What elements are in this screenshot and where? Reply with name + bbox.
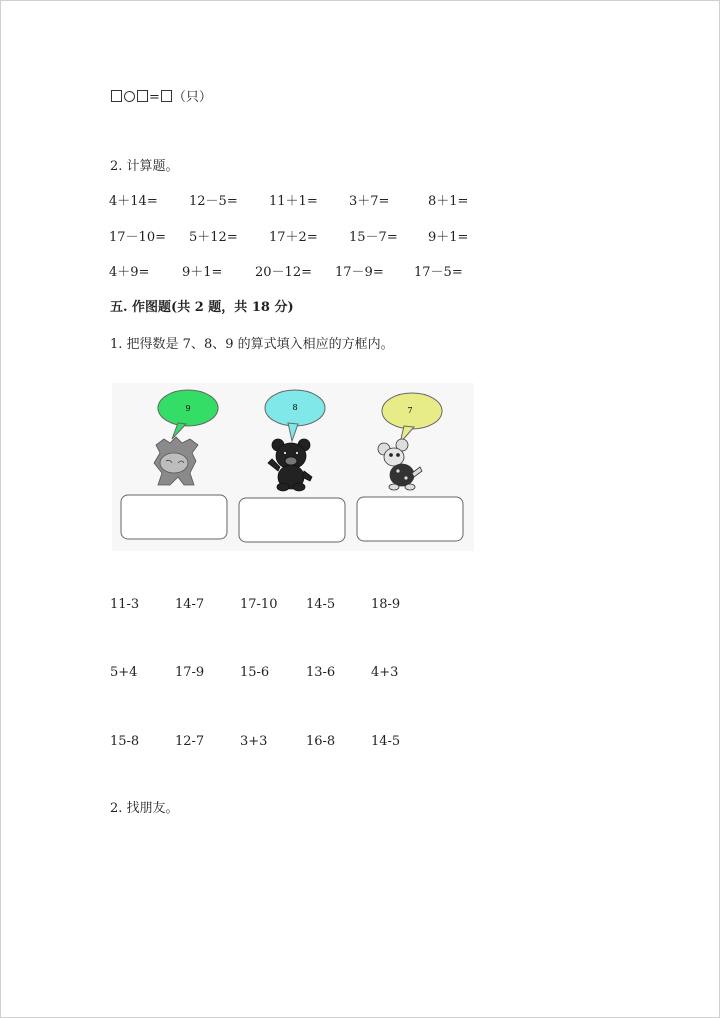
operator-circle[interactable] <box>124 91 135 102</box>
expression-item: 14-5 <box>371 734 401 749</box>
calc-item: 17＋2= <box>269 230 318 245</box>
fill-in-equation <box>110 90 212 106</box>
calc-item: 9＋1= <box>182 265 223 280</box>
calc-item: 17－5= <box>414 265 463 280</box>
question-2-text: 2. 找朋友。 <box>110 801 179 816</box>
expression-item: 17-9 <box>175 665 205 680</box>
expression-item: 18-9 <box>371 597 401 612</box>
calc-item: 17－9= <box>335 265 384 280</box>
expression-item: 4+3 <box>371 665 399 680</box>
blank-box[interactable] <box>137 90 148 102</box>
answer-box-7[interactable] <box>357 497 463 541</box>
calc-item: 12－5= <box>189 194 238 209</box>
expression-item: 17-10 <box>240 597 278 612</box>
equals-sign: = <box>149 90 160 105</box>
blank-box[interactable] <box>111 90 122 102</box>
calc-item: 15－7= <box>349 230 398 245</box>
calc-item: 4＋14= <box>109 194 158 209</box>
calc-item: 4＋9= <box>109 265 150 280</box>
calc-title: 2. 计算题。 <box>110 159 179 174</box>
answer-box-8[interactable] <box>239 498 345 542</box>
animal-creature-icon <box>154 437 198 485</box>
unit-label: （只） <box>172 90 212 105</box>
question-1-text: 1. 把得数是 7、8、9 的算式填入相应的方框内。 <box>110 337 394 352</box>
calc-item: 5＋12= <box>189 230 238 245</box>
animals-figure <box>112 383 474 551</box>
expression-item: 5+4 <box>110 665 138 680</box>
expression-item: 13-6 <box>306 665 336 680</box>
calc-item: 3＋7= <box>349 194 390 209</box>
expression-item: 14-7 <box>175 597 205 612</box>
calc-item: 8＋1= <box>428 194 469 209</box>
bubble-number: 9 <box>185 404 191 413</box>
blank-box[interactable] <box>161 90 172 102</box>
expression-item: 15-8 <box>110 734 140 749</box>
answer-box-9[interactable] <box>121 495 227 539</box>
bubble-number: 8 <box>292 403 298 412</box>
calc-item: 20－12= <box>255 265 312 280</box>
calc-item: 17－10= <box>109 230 166 245</box>
expression-item: 15-6 <box>240 665 270 680</box>
expression-item: 12-7 <box>175 734 205 749</box>
expression-item: 14-5 <box>306 597 336 612</box>
calc-item: 9＋1= <box>428 230 469 245</box>
expression-item: 3+3 <box>240 734 268 749</box>
calc-item: 11＋1= <box>269 194 318 209</box>
section-heading: 五. 作图题(共 2 题，共 18 分) <box>110 300 294 315</box>
bubble-number: 7 <box>407 406 413 415</box>
expression-item: 11-3 <box>110 597 140 612</box>
expression-item: 16-8 <box>306 734 336 749</box>
